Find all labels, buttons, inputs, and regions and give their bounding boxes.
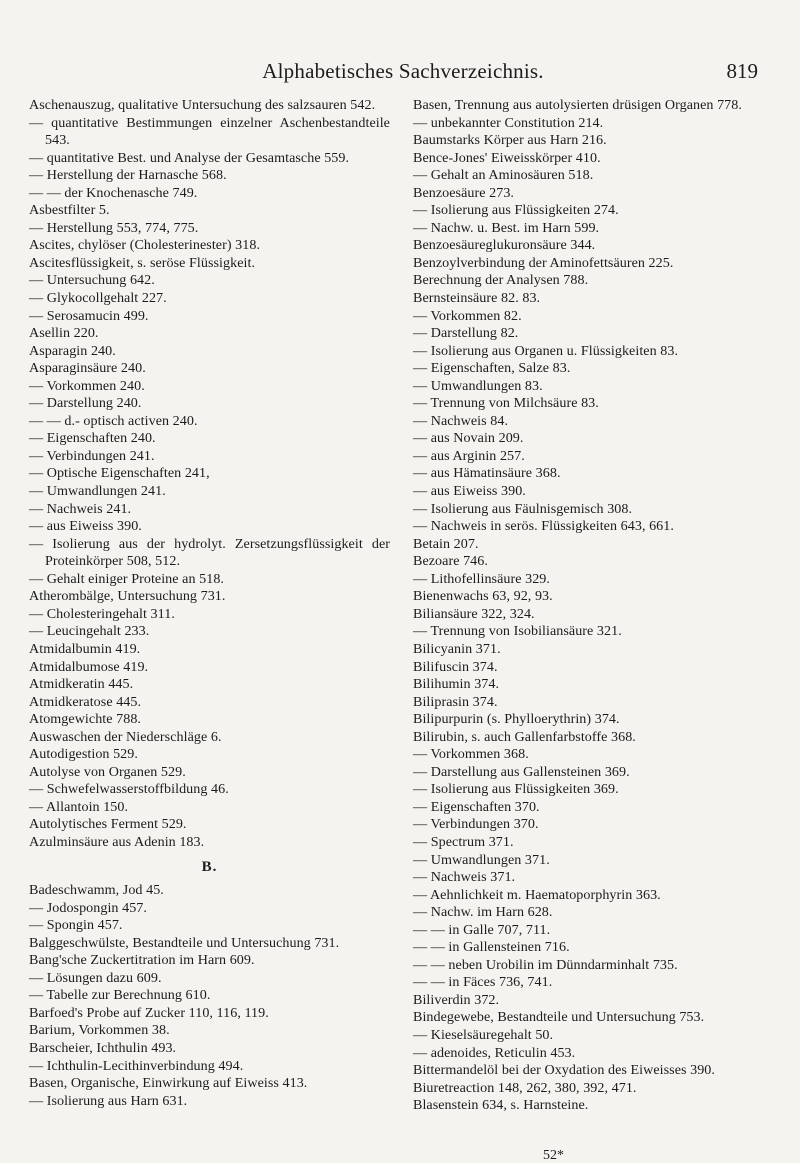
index-entry: — Leucingehalt 233.	[29, 623, 150, 640]
index-entry: — Trennung von Milchsäure 83.	[413, 395, 599, 412]
index-entry: Biuretreaction 148, 262, 380, 392, 471.	[413, 1079, 637, 1096]
index-entry: Atmidkeratin 445.	[29, 676, 134, 693]
index-entry: Biliverdin 372.	[413, 991, 500, 1008]
index-entry: — Vorkommen 240.	[29, 377, 145, 394]
index-entry: — Isolierung aus Organen u. Flüssigkeiten 83.	[413, 342, 679, 359]
index-entry: Ascites, chylöser (Cholesterinester) 318.	[29, 237, 261, 254]
index-entry: — aus Novain 209.	[413, 430, 524, 447]
index-entry: — Vorkommen 368.	[413, 746, 529, 763]
index-entry: — Isolierung aus Flüssigkeiten 369.	[413, 781, 619, 798]
index-entry: — Umwandlungen 371.	[413, 851, 550, 868]
index-entry: Bang'sche Zuckertitration im Harn 609.	[29, 952, 255, 969]
index-entry: — Umwandlungen 241.	[29, 483, 166, 500]
index-entry: Betain 207.	[413, 535, 479, 552]
index-entry: Asellin 220.	[29, 325, 99, 342]
index-entry: — Isolierung aus Fäulnisgemisch 308.	[413, 500, 633, 517]
index-entry: — Kieselsäuregehalt 50.	[413, 1026, 554, 1043]
index-entry: Bilipurpurin (s. Phylloerythrin) 374.	[413, 711, 620, 728]
index-entry: — Umwandlungen 83.	[413, 377, 543, 394]
index-column-right	[413, 97, 773, 1115]
page-header	[48, 58, 758, 84]
index-entry: — Gehalt einiger Proteine an 518.	[29, 570, 224, 587]
index-entry: — Herstellung 553, 774, 775.	[29, 219, 199, 236]
index-entry: — Serosamucin 499.	[29, 307, 149, 324]
index-entry: — adenoides, Reticulin 453.	[413, 1044, 576, 1061]
index-entry: — Trennung von Isobiliansäure 321.	[413, 623, 622, 640]
index-entry: Asbestfilter 5.	[29, 202, 110, 219]
index-entry: — Allantoin 150.	[29, 798, 129, 815]
index-entry: Barium, Vorkommen 38.	[29, 1022, 170, 1039]
index-entry: — Darstellung 240.	[29, 395, 142, 412]
index-entry: — aus Eiweiss 390.	[29, 518, 142, 535]
index-entry: Auswaschen der Niederschläge 6.	[29, 728, 222, 745]
index-entry: Basen, Organische, Einwirkung auf Eiweiss 413.	[29, 1075, 308, 1092]
index-entry: — Optische Eigenschaften 241,	[29, 465, 210, 482]
index-entry: — Nachweis 371.	[413, 869, 516, 886]
index-entry: — aus Arginin 257.	[413, 447, 525, 464]
index-entry: Bezoare 746.	[413, 553, 488, 570]
index-entry: — aus Eiweiss 390.	[413, 483, 526, 500]
index-entry: Bittermandelöl bei der Oxydation des Eiweisses 390.	[413, 1062, 715, 1079]
index-entry: — aus Hämatinsäure 368.	[413, 465, 561, 482]
index-entry: — Glykocollgehalt 227.	[29, 290, 167, 307]
index-entry: Bilihumin 374.	[413, 676, 500, 693]
index-entry: — Nachw. u. Best. im Harn 599.	[413, 219, 600, 236]
index-entry: — Cholesteringehalt 311.	[29, 605, 175, 622]
page-number: 819	[726, 59, 758, 83]
index-entry: — Schwefelwasserstoffbildung 46.	[29, 781, 229, 798]
printer-signature: 52*	[543, 1148, 564, 1163]
index-entry: — — neben Urobilin im Dünndarminhalt 735.	[413, 956, 678, 973]
index-entry: — Jodospongin 457.	[29, 899, 147, 916]
index-entry: — Eigenschaften 370.	[413, 798, 540, 815]
index-entry: Benzoesäureglukuronsäure 344.	[413, 237, 596, 254]
index-entry: Biliansäure 322, 324.	[413, 605, 535, 622]
index-entry: Atmidkeratose 445.	[29, 693, 142, 710]
index-entry: — — der Knochenasche 749.	[29, 184, 198, 201]
index-entry: — Tabelle zur Berechnung 610.	[29, 987, 211, 1004]
index-entry: — Herstellung der Harnasche 568.	[29, 167, 227, 184]
index-entry: Bilifuscin 374.	[413, 658, 498, 675]
index-entry: Asparaginsäure 240.	[29, 360, 146, 377]
index-entry: — Nachweis in serös. Flüssigkeiten 643, 661.	[413, 518, 674, 535]
index-entry: Biliprasin 374.	[413, 693, 498, 710]
index-entry: Autolytisches Ferment 529.	[29, 816, 187, 833]
index-entry: Basen, Trennung aus autolysierten drüsigen Organen 778.	[413, 97, 742, 113]
index-entry: — quantitative Bestimmungen einzelner Aschenbestandteile 543.	[29, 114, 390, 149]
index-entry: — Vorkommen 82.	[413, 307, 522, 324]
index-entry: Berechnung der Analysen 788.	[413, 272, 589, 289]
index-entry: Atomgewichte 788.	[29, 711, 142, 728]
index-entry: — Nachweis 84.	[413, 412, 509, 429]
index-entry: — Darstellung aus Gallensteinen 369.	[413, 763, 630, 780]
section-heading: B.	[201, 858, 218, 875]
index-entry: Blasenstein 634, s. Harnsteine.	[413, 1097, 589, 1114]
index-entry: Bence-Jones' Eiweisskörper 410.	[413, 149, 601, 166]
index-entry: — — in Galle 707, 711.	[413, 921, 551, 938]
index-entry: Atmidalbumin 419.	[29, 640, 141, 657]
index-entry: — Isolierung aus Flüssigkeiten 274.	[413, 202, 619, 219]
index-entry: Baumstarks Körper aus Harn 216.	[413, 132, 607, 149]
index-entry: — Eigenschaften, Salze 83.	[413, 360, 571, 377]
index-entry: — Eigenschaften 240.	[29, 430, 156, 447]
index-entry: Barfoed's Probe auf Zucker 110, 116, 119.	[29, 1004, 269, 1021]
index-entry: Bienenwachs 63, 92, 93.	[413, 588, 553, 605]
index-entry: Asparagin 240.	[29, 342, 116, 359]
index-entry: — Lösungen dazu 609.	[29, 969, 162, 986]
index-entry: Bernsteinsäure 82. 83.	[413, 290, 541, 307]
index-entry: — — d.- optisch activen 240.	[29, 412, 198, 429]
index-entry: — quantitative Best. und Analyse der Gesamtasche 559.	[29, 149, 350, 166]
index-entry: Bilicyanin 371.	[413, 640, 501, 657]
index-entry: Badeschwamm, Jod 45.	[29, 882, 164, 899]
index-column-left	[29, 97, 390, 1110]
index-entry: Autodigestion 529.	[29, 746, 138, 763]
index-entry: — Gehalt an Aminosäuren 518.	[413, 167, 594, 184]
index-entry: — Ichthulin-Lecithinverbindung 494.	[29, 1057, 244, 1074]
index-entry: Bindegewebe, Bestandteile und Untersuchung 753.	[413, 1009, 705, 1026]
index-entry: — Spongin 457.	[29, 917, 123, 934]
index-entry: — Darstellung 82.	[413, 325, 519, 342]
index-entry: Ascitesflüssigkeit, s. seröse Flüssigkeit.	[29, 254, 256, 271]
index-entry: Atherombälge, Untersuchung 731.	[29, 588, 226, 605]
index-entry: — Nachw. im Harn 628.	[413, 904, 553, 921]
index-entry: — Lithofellinsäure 329.	[413, 570, 550, 587]
index-entry: — Verbindungen 241.	[29, 447, 155, 464]
index-entry: Benzoesäure 273.	[413, 184, 514, 201]
index-entry: — Isolierung aus der hydrolyt. Zersetzungsflüssigkeit der Proteinkörper 508, 512.	[29, 535, 390, 570]
index-entry: Autolyse von Organen 529.	[29, 763, 186, 780]
index-entry: Balggeschwülste, Bestandteile und Untersuchung 731.	[29, 934, 340, 951]
index-entry: Aschenauszug, qualitative Untersuchung des salzsauren 542.	[29, 97, 376, 113]
index-entry: — Untersuchung 642.	[29, 272, 155, 289]
index-entry: Bilirubin, s. auch Gallenfarbstoffe 368.	[413, 728, 636, 745]
index-entry: — Nachweis 241.	[29, 500, 132, 517]
index-entry: — Isolierung aus Harn 631.	[29, 1092, 188, 1109]
index-entry: — Verbindungen 370.	[413, 816, 539, 833]
index-entry: — Spectrum 371.	[413, 833, 514, 850]
index-entry: — — in Fäces 736, 741.	[413, 974, 553, 991]
running-title: Alphabetisches Sachverzeichnis.	[262, 59, 544, 83]
index-entry: — unbekannter Constitution 214.	[413, 114, 604, 131]
index-entry: — Aehnlichkeit m. Haematoporphyrin 363.	[413, 886, 661, 903]
index-entry: Barscheier, Ichthulin 493.	[29, 1039, 177, 1056]
index-entry: Atmidalbumose 419.	[29, 658, 149, 675]
index-entry: — — in Gallensteinen 716.	[413, 939, 570, 956]
index-entry: Azulminsäure aus Adenin 183.	[29, 833, 205, 850]
index-entry: Benzoylverbindung der Aminofettsäuren 225.	[413, 254, 674, 271]
